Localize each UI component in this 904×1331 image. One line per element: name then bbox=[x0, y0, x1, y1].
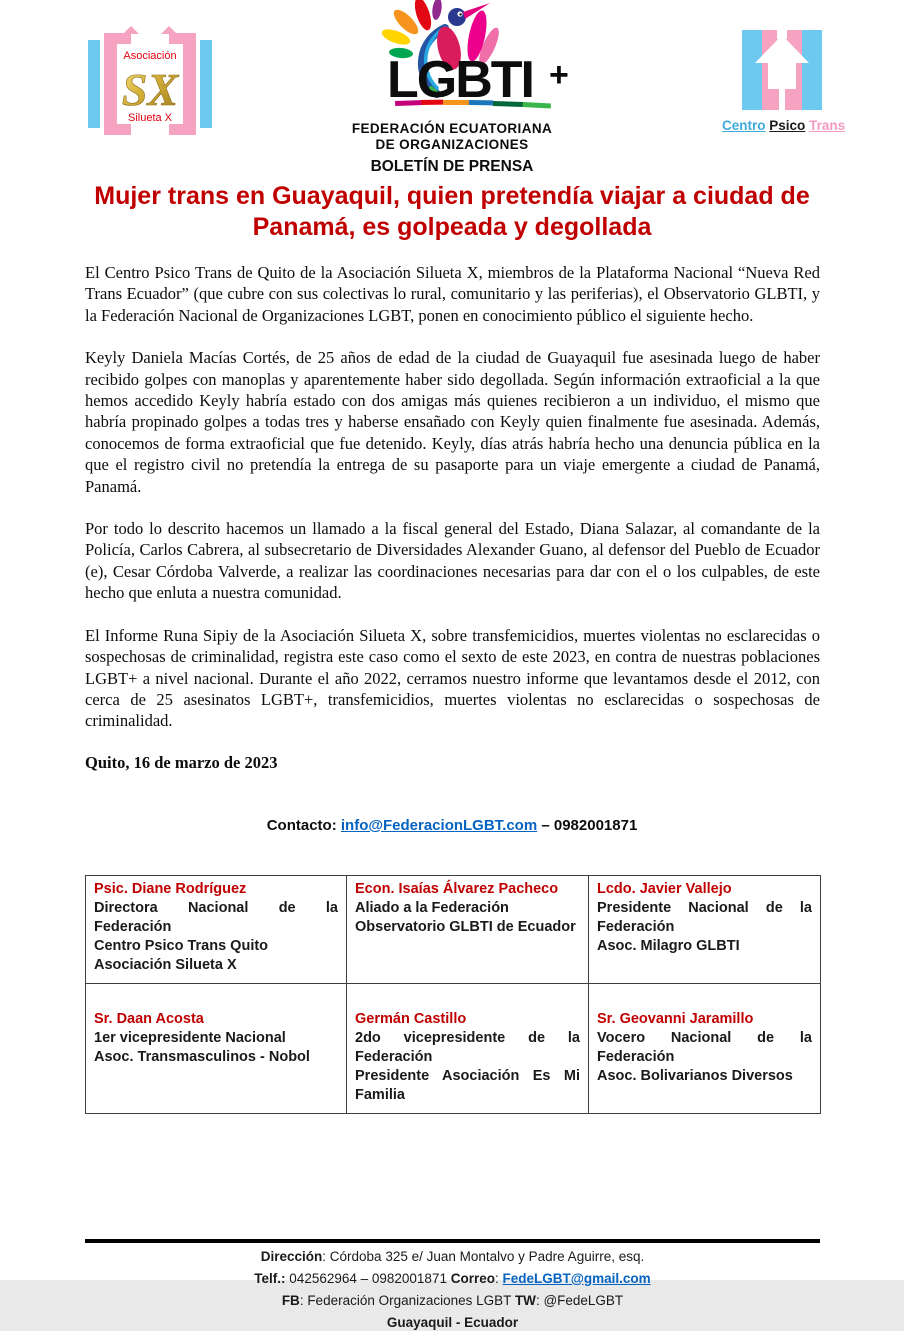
contact-line bbox=[0, 817, 904, 834]
paragraph-2: Keyly Daniela Macías Cortés, de 25 años de edad de la ciudad de Guayaquil fue asesinada luego de haber recibido golpes con manoplas y aparentemente haber sido degollada. Según información extraoficial a la que hemos accedido Keyly habría estado con dos amigas más quienes recibieron a un individuo, el mismo que habría propinado golpes a todas tres y haberse ensañado con Keyly quien finalmente fue asesinada. Además, conocemos de forma extraoficial que fue detenido. Keyly, días atrás habría hecho una denuncia pública en la que el registro civil no pretendía la entrega de su pasaporte para un viaje emergente a ciudad de Panamá, Panamá. bbox=[85, 348, 820, 496]
silueta-x-logo bbox=[85, 25, 215, 143]
paragraph-4: El Informe Runa Sipiy de la Asociación Silueta X, sobre transfemicidios, muertes violentas no esclarecidas o sospechosas de criminalidad, registra este caso como el sexto de este 2023, en contra de nuestras poblaciones LGBT+ a nivel nacional. Durante el año 2022, cerramos nuestro informe que levantamos desde el 2012, con cerca de 25 asesinatos LGBT+, transfemicidios, muertes violentas no esclarecidas o sospechosas de criminalidad. bbox=[85, 625, 820, 731]
signatory-cell bbox=[86, 875, 347, 983]
facebook-label: FB bbox=[281, 1292, 300, 1308]
signatory-role: Centro Psico Trans Quito bbox=[94, 937, 269, 954]
silueta-x-monogram: SX bbox=[121, 64, 179, 115]
federacion-lgbti-logo bbox=[322, 0, 582, 153]
signatory-role: Asociación Silueta X bbox=[94, 956, 237, 973]
signatory-name: Sr. Geovanni Jaramillo bbox=[597, 1010, 754, 1027]
twitter-value: : @FedeLGBT bbox=[535, 1292, 624, 1308]
signatory-name: Econ. Isaías Álvarez Pacheco bbox=[355, 880, 559, 897]
signatory-role: 2do vicepresidente de la Federación bbox=[355, 1029, 580, 1065]
federacion-caption-line1: FEDERACIÓN ECUATORIANA bbox=[351, 121, 553, 136]
silueta-x-bottom-text: Silueta X bbox=[127, 112, 173, 124]
signatory-role: Directora Nacional de la Federación bbox=[94, 899, 338, 935]
hummingbird-icon bbox=[327, 0, 577, 116]
signatory-role: Asoc. Bolivarianos Diversos bbox=[597, 1067, 793, 1084]
signatory-role: Asoc. Transmasculinos - Nobol bbox=[94, 1048, 310, 1065]
twitter-label: TW bbox=[514, 1292, 536, 1308]
signatory-cell bbox=[589, 983, 821, 1113]
address-label: Dirección bbox=[260, 1248, 323, 1264]
signatory-role: 1er vicepresidente Nacional bbox=[94, 1029, 286, 1046]
footer-social-line bbox=[85, 1292, 820, 1309]
page-footer bbox=[85, 1239, 820, 1331]
lgbti-wordmark: LGBTI bbox=[387, 51, 533, 109]
signatory-role: Observatorio GLBTI de Ecuador bbox=[355, 918, 576, 935]
footer-address-line bbox=[85, 1248, 820, 1265]
centro-psico-trans-caption bbox=[722, 118, 846, 133]
signatory-cell bbox=[589, 875, 821, 983]
contact-email-link[interactable]: info@FederacionLGBT.com bbox=[340, 816, 538, 834]
table-row bbox=[86, 983, 821, 1113]
footer-phone-line bbox=[85, 1270, 820, 1287]
phone-value: 042562964 – 0982001871 bbox=[285, 1270, 451, 1286]
signatory-name: Lcdo. Javier Vallejo bbox=[597, 880, 732, 897]
email-label: Correo bbox=[450, 1270, 495, 1286]
cpt-word-centro: Centro bbox=[722, 118, 766, 133]
email-separator: : bbox=[494, 1270, 503, 1286]
footer-email-link[interactable]: FedeLGBT@gmail.com bbox=[502, 1270, 651, 1286]
signatory-name: Psic. Diane Rodríguez bbox=[94, 880, 247, 897]
facebook-value: : Federación Organizaciones LGBT bbox=[299, 1292, 515, 1308]
address-value: : Córdoba 325 e/ Juan Montalvo y Padre Aguirre, esq. bbox=[322, 1248, 645, 1264]
signatories-table bbox=[85, 875, 821, 1114]
dateline: Quito, 16 de marzo de 2023 bbox=[85, 752, 278, 772]
footer-divider bbox=[85, 1239, 820, 1243]
signatory-cell bbox=[347, 875, 589, 983]
silueta-x-logo-icon bbox=[85, 25, 215, 143]
signatory-role: Aliado a la Federación bbox=[355, 899, 509, 916]
signatory-name: Germán Castillo bbox=[355, 1010, 467, 1027]
bulletin-kicker: BOLETÍN DE PRENSA bbox=[370, 158, 534, 175]
footer-city-line: Guayaquil - Ecuador bbox=[386, 1314, 519, 1330]
contact-label: Contacto: bbox=[266, 816, 341, 834]
signatory-role: Presidente Asociación Es Mi Familia bbox=[355, 1067, 580, 1103]
table-row bbox=[86, 875, 821, 983]
signatory-role: Presidente Nacional de la Federación bbox=[597, 899, 812, 935]
signatory-cell bbox=[86, 983, 347, 1113]
federacion-caption-line2: DE ORGANIZACIONES bbox=[375, 137, 529, 152]
phone-label: Telf.: bbox=[254, 1270, 286, 1286]
contact-phone: – 0982001871 bbox=[537, 816, 638, 834]
signatory-cell bbox=[347, 983, 589, 1113]
silueta-x-top-text: Asociación bbox=[123, 50, 177, 62]
paragraph-1: El Centro Psico Trans de Quito de la Asociación Silueta X, miembros de la Plataforma Nacional “Nueva Red Trans Ecuador” (que cubre con sus colectivas lo rural, comunitario y las periferias), el Observatorio GLBTI, y la Federación Nacional de Organizaciones LGBT, ponen en conocimiento público el siguiente hecho. bbox=[85, 263, 820, 325]
header-logos bbox=[0, 0, 904, 150]
lgbti-plus-sign: + bbox=[549, 56, 569, 94]
signatory-role: Vocero Nacional de la Federación bbox=[597, 1029, 812, 1065]
paragraph-3: Por todo lo descrito hacemos un llamado a la fiscal general del Estado, Diana Salazar, al comandante de la Policía, Carlos Cabrera, al subsecretario de Diversidades Alexander Guano, al defensor del Pueblo de Ecuador (e), Cesar Córdoba Valverde, a realizar las coordinaciones necesarias para dar con el o los culpables, de este hecho que enluta a nuestra comunidad. bbox=[85, 519, 820, 603]
centro-psico-trans-logo bbox=[722, 30, 846, 133]
headline-line1: Mujer trans en Guayaquil, quien pretendía viajar a ciudad de bbox=[94, 182, 810, 210]
signatory-name: Sr. Daan Acosta bbox=[94, 1010, 204, 1027]
cpt-word-psico: Psico bbox=[769, 118, 806, 133]
trans-house-icon bbox=[742, 30, 822, 110]
cpt-word-trans: Trans bbox=[809, 118, 846, 133]
headline bbox=[0, 181, 904, 243]
signatory-role: Asoc. Milagro GLBTI bbox=[597, 937, 740, 954]
headline-line2: Panamá, es golpeada y degollada bbox=[252, 213, 652, 241]
article-body bbox=[85, 262, 820, 773]
